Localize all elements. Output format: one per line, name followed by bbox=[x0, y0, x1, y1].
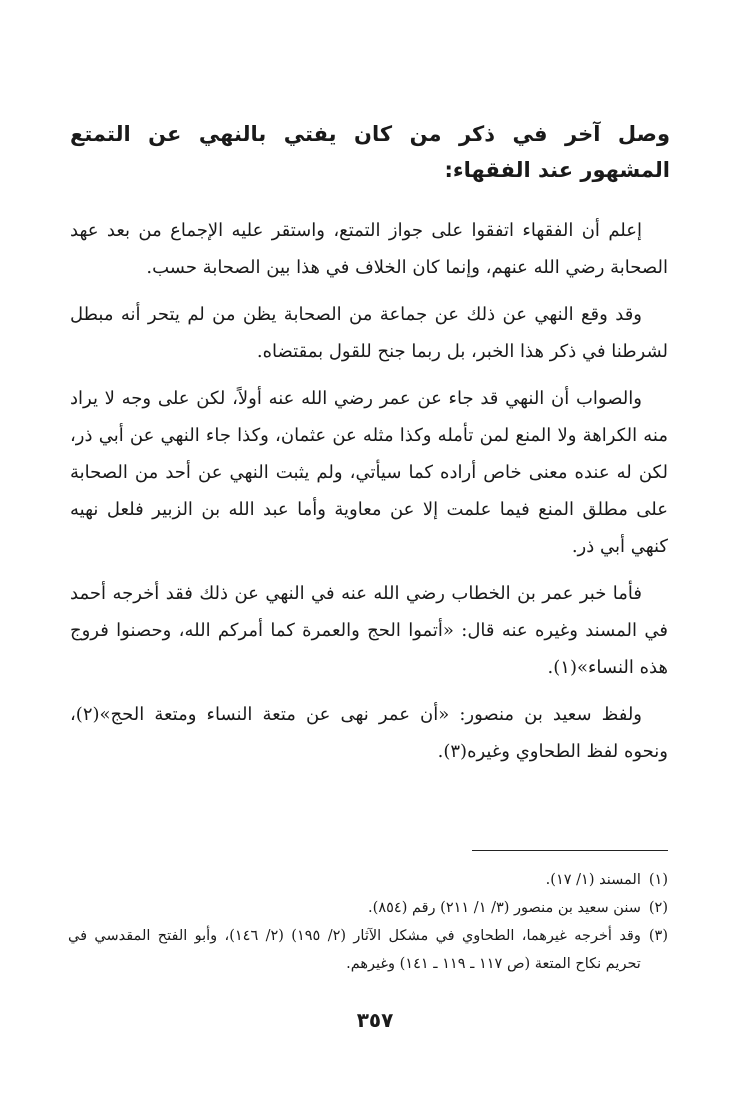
footnote-divider bbox=[472, 850, 668, 851]
paragraph: فأما خبر عمر بن الخطاب رضي الله عنه في النهي عن ذلك فقد أخرجه أحمد في المسند وغيره عنه قال: «أتموا الحج والعمرة كما أمركم الله، وحصنوا فروج هذه النساء»(١). bbox=[70, 583, 668, 678]
footnote-text: المسند (١/ ١٧). bbox=[545, 872, 641, 888]
paragraph: والصواب أن النهي قد جاء عن عمر رضي الله عنه أولاً، لكن على وجه لا يراد منه الكراهة ولا المنع لمن تأمله وكذا مثله عن عثمان، وكذا جاء النهي عن أبي ذر، لكن له عنده معنى خاص أراده كما سيأتي، ولم يثبت النهي عن أحد من الصحابة على مطلق المنع فيما علمت إلا عن معاوية وأما عبد الله بن الزبير فلعل نهيه كنهي أبي ذر. bbox=[70, 388, 668, 557]
footnote bbox=[68, 894, 668, 922]
section-heading: وصل آخر في ذكر من كان يفتي بالنهي عن التمتع المشهور عند الفقهاء: bbox=[70, 122, 670, 182]
footnote-number: (٢) bbox=[648, 900, 668, 916]
page-number: ٣٥٧ bbox=[356, 1008, 394, 1032]
footnote-number: (١) bbox=[648, 872, 668, 888]
paragraph: إعلم أن الفقهاء اتفقوا على جواز التمتع، واستقر عليه الإجماع من بعد عهد الصحابة رضي الله عنهم، وإنما كان الخلاف في هذا بين الصحابة حسب. bbox=[70, 220, 668, 278]
body-text bbox=[70, 212, 668, 780]
footnote bbox=[68, 866, 668, 894]
paragraph: وقد وقع النهي عن ذلك عن جماعة من الصحابة يظن من لم يتحر أنه مبطل لشرطنا في ذكر هذا الخبر، بل ربما جنح للقول بمقتضاه. bbox=[70, 304, 668, 362]
footnotes bbox=[68, 866, 668, 978]
footnote bbox=[68, 922, 668, 978]
footnote-number: (٣) bbox=[648, 928, 668, 944]
footnote-text: سنن سعيد بن منصور (٣/ ١/ ٢١١) رقم (٨٥٤). bbox=[368, 900, 641, 916]
footnote-text: وقد أخرجه غيرهما، الطحاوي في مشكل الآثار (٢/ ١٩٥) (٢/ ١٤٦)، وأبو الفتح المقدسي في تحريم نكاح المتعة (ص ١١٧ ـ ١١٩ ـ ١٤١) وغيرهم. bbox=[68, 928, 641, 972]
paragraph: ولفظ سعيد بن منصور: «أن عمر نهى عن متعة النساء ومتعة الحج»(٢)، ونحوه لفظ الطحاوي وغيره(٣). bbox=[70, 704, 668, 762]
